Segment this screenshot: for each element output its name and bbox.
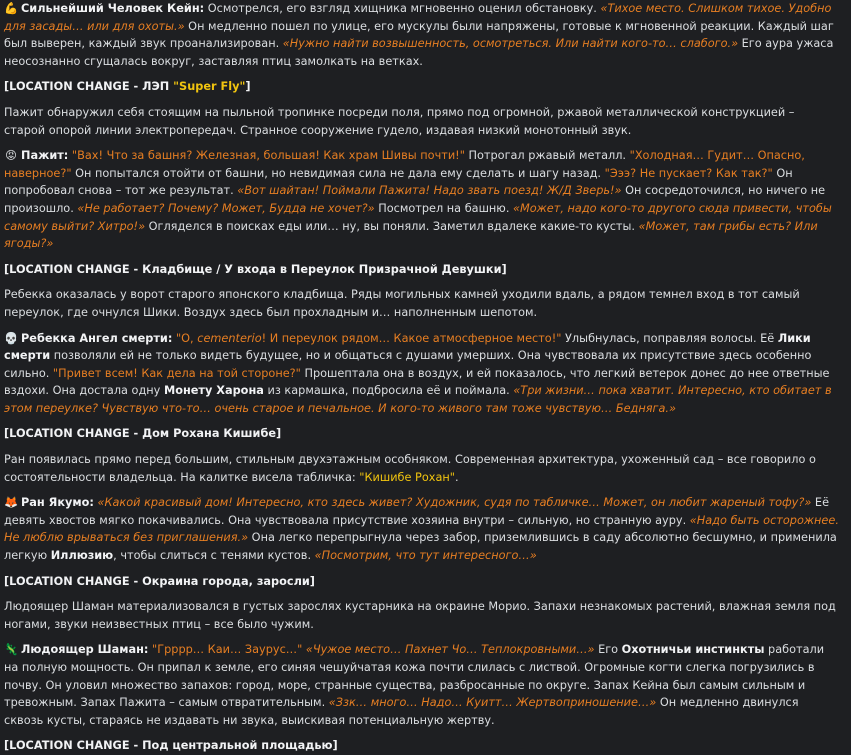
message-text: работали на полную мощность. Он припал к земле, его синяя чешуйчатая кожа почти слилась с листвой. Огромные когти слегка погрузились в почву. Он уловил множество запахов: город, море, странные существа, разбросанные по округе. Запах Кейна был самым сильным и тревожным. Запах Пажита – самым отвратительным. [4,643,825,710]
message-lizardman [4,641,839,729]
quote: "Привет всем! Как дела на той стороне?" [52,366,301,380]
quote: «Может, там грибы есть? Или ягоды?» [4,219,818,251]
quote: «Надо быть осторожнее. Не люблю врываться без приглашения.» [4,513,839,545]
quote: «Посмотрим, что тут интересного…» [314,549,537,563]
quote: «Вот шайтан! Поймали Пажита! Надо звать поезд! Ж/Д Зверь!» [237,184,622,198]
ability-name: Иллюзию [50,549,114,563]
location-change-header: [LOCATION CHANGE - Под центральной площадью] [4,739,338,753]
location-change-header: [LOCATION CHANGE - Окраина города, заросли] [4,574,315,588]
message-text: Он попытался отойти от башни, но невидимая сила не дала ему сделать и шагу назад. [71,166,605,180]
message-rebecca [4,330,839,418]
location-change-header: [LOCATION CHANGE - Кладбище / У входа в Переулок Призрачной Девушки] [4,262,507,276]
location-name: "Super Fly" [173,80,246,94]
narration: Людоящер Шаман материализовался в густых зарослях кустарника на окраине Морио. Запахи незнакомых растений, влажная земля под ногами, звуки неизвестных птиц – все было чужим. [4,600,836,631]
ability-name: Охотничьи инстинкты [621,643,765,657]
quote: "О, [172,331,198,345]
lizard-icon: 🦎 [4,643,19,657]
quote: «Ззк… много… Надо… Куитт… Жертвоприношение…» [328,696,657,710]
message-text: , чтобы слиться с тенями кустов. [113,549,315,563]
quote: "Эээ? Не пускает? Как так?" [604,166,773,180]
quote: "Холодная… Гудит… Опасно, наверное?" [4,149,805,180]
message-text: Осмотрелся, его взгляд хищника мгновенно оценил обстановку. [204,2,601,15]
speaker-name: Ребекка Ангел смерти: [21,331,173,345]
narration: Пажит обнаружил себя стоящим на пыльной тропинке посреди поля, прямо под огромной, ржавой металлической конструкцией – старой опорой линии электропередач. Странное сооружение гудело, издавая низкий монотонный звук. [4,105,795,137]
quote: «Три жизни… пока хватит. Интересно, кто обитает в этом переулке? Чувствую что-то… очень старое и печальное. И кого-то живого там тоже чувствую… Бедняга.» [4,384,832,415]
location-change-header: [LOCATION CHANGE - Дом Рохана Кишибе] [4,427,282,441]
speaker-name: Пажит: [21,149,69,163]
sign-text: "Кишибе Рохан" [359,470,455,484]
message-pazhit [4,147,839,253]
location-suffix: ] [245,80,251,94]
message-text: из кармашка, подбросила её и поймала. [263,384,514,398]
narration-text: . [454,470,459,484]
message-text: Он медленно двинулся сквозь кусты, стараясь не издавать ни звука, выискивая потенциальную жертву. [4,696,799,727]
message-text: Огляделся в поисках еды или… ну, вы поняли. Заметил вдалеке какие-то кусты. [145,219,639,233]
message-text: позволяли ей не только видеть будущее, но и общаться с душами умерших. Она чувствовала их присутствие здесь особенно сильно. [4,349,812,380]
quote: «Нужно найти возвышенность, осмотреться. Или найти кого-то… слабого.» [282,37,739,51]
speaker-name: Ран Якумо: [21,496,94,510]
quote: «Тихое место. Слишком тихое. Удобно для засады… или для охоты.» [4,2,832,33]
location-change-header [4,78,839,96]
ability-name: Лики смерти [4,331,811,363]
speaker-name: Людоящер Шаман: [21,643,149,657]
message-kane [4,0,839,70]
message-text: Его аура ужаса неосознанно сгущалась вокруг, заставляя птиц замолкать на ветках. [4,37,834,68]
quote-foreign-word: cementerio [197,331,262,345]
message-text: Её девять хвостов мягко покачивались. Она чувствовала присутствие хозяина внутри – сильную, но странную ауру. [4,496,830,527]
angry-face-icon: 😡 [5,149,17,163]
quote: «Не работает? Почему? Может, Будда не хочет?» [77,201,375,215]
quote: «Чужое место… Пахнет Чо… Теплокровными…» [302,643,595,657]
quote: ! И переулок рядом… Какое атмосферное место!" [261,331,562,345]
location-prefix: [LOCATION CHANGE - ЛЭП [4,80,174,94]
narration [4,451,839,486]
speaker-name: Сильнейший Человек Кейн: [21,2,205,15]
message-text: Он попробовал снова – тот же результат. [4,166,793,198]
message-text: Он сосредоточился, но ничего не произошло. [4,184,826,215]
message-text: Он медленно пошел по улице, его мускулы были напряжены, готовые к мгновенной реакции. Каждый шаг был выверен, каждый звук проанализирован. [4,19,834,51]
quote: "Вах! Что за башня? Железная, большая! Как храм Шивы почти!" [68,149,465,163]
message-text: Улыбнулась, поправляя волосы. Её [561,331,778,345]
flexed-bicep-icon: 💪 [4,2,19,15]
quote: «Может, надо кого-то другого сюда привести, чтобы самому выйти? Хитро!» [4,201,832,233]
quote: «Какой красивый дом! Интересно, кто здесь живет? Художник, судя по табличке… Может, он любит жареный тофу?» [93,496,812,510]
quote: "Грррр… Каи… Заурус…" [148,643,303,657]
narration: Ребекка оказалась у ворот старого японского кладбища. Ряды могильных камней уходили вдаль, а рядом темнел вход в тот самый переулок, где очнулся Шики. Воздух здесь был прохладным и… наполненным шепотом. [4,288,800,319]
message-ran [4,494,839,564]
message-text: Посмотрел на башню. [374,201,513,215]
skull-icon: 💀 [4,331,19,345]
item-name: Монету Харона [163,384,264,398]
message-text: Она легко перепрыгнула через забор, приземлившись в саду абсолютно бесшумно, и применила легкую [4,531,837,563]
message-text: Прошептала она в воздух, и ей показалось, что легкий ветерок донес до нее ответные вздохи. Она достала одну [4,366,830,398]
fox-icon: 🦊 [4,496,19,510]
narration-text: Ран появилась прямо перед большим, стильным двухэтажным особняком. Современная архитектура, ухоженный сад – все говорило о состоятельности владельца. На калитке висела табличка: [4,453,816,484]
message-text: Потрогал ржавый металл. [464,149,630,163]
message-text: Его [594,643,622,657]
